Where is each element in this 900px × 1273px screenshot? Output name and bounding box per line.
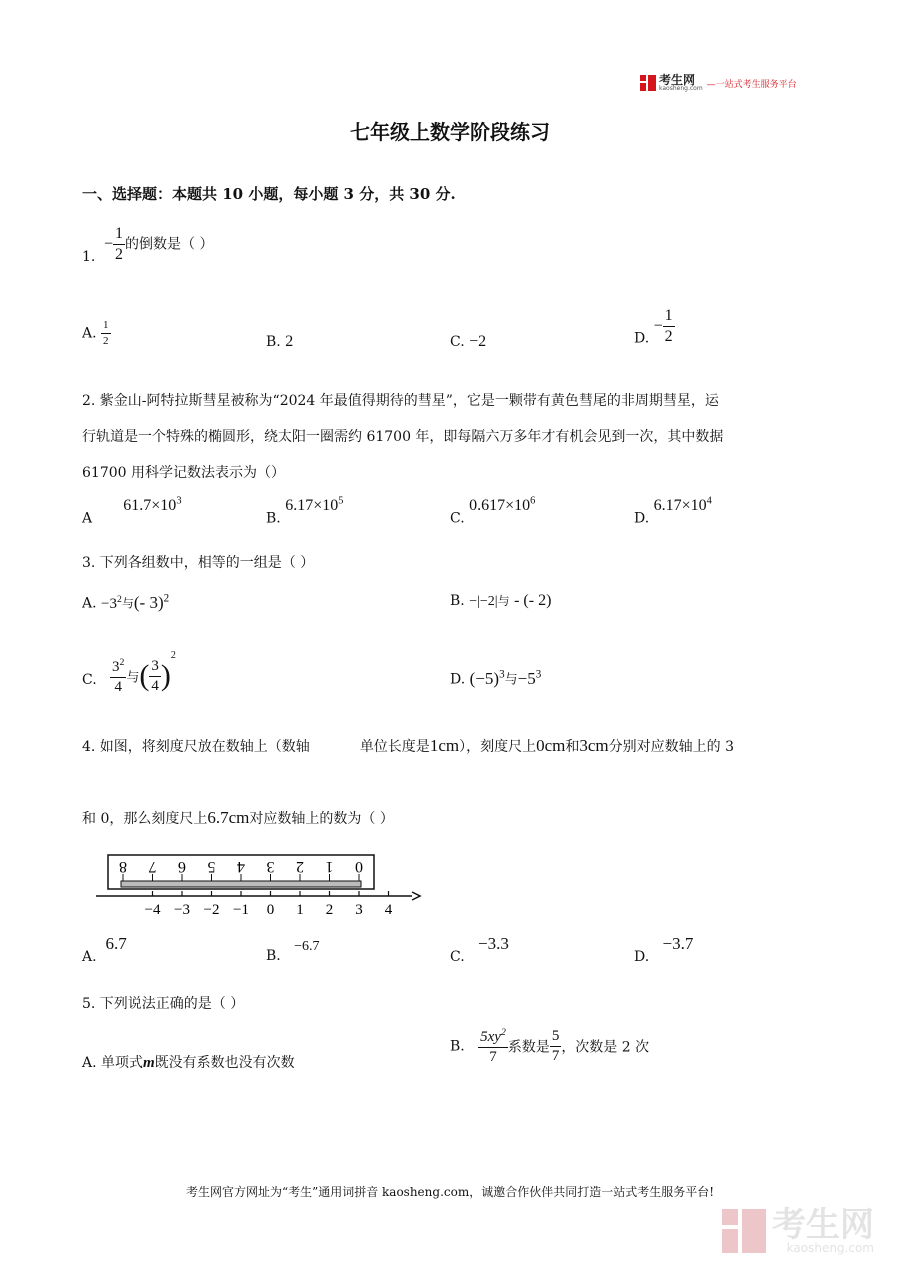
q1-option-a[interactable]: A. $\frac{1}{2}$ <box>82 319 109 347</box>
watermark-domain: kaosheng.com <box>786 1241 874 1255</box>
watermark-name: 考生网 <box>772 1205 874 1245</box>
q2-option-c[interactable]: C. $0.617\times 10^6$ <box>450 496 536 527</box>
q1-option-b[interactable]: B. 2 <box>266 333 294 350</box>
ruler-number-line-figure <box>94 850 424 920</box>
q2-option-d[interactable]: D. $6.17\times 10^4$ <box>634 496 712 527</box>
q5-stem: 5. 下列说法正确的是（ ） <box>82 996 245 1012</box>
q3-option-b[interactable]: B. −|−2|与 - (- 2) <box>450 592 552 609</box>
axis-label: −1 <box>233 902 249 918</box>
logo-name: 考生网 <box>659 73 696 87</box>
footer-note: 考生网官方网址为“考生”通用词拼音 kaosheng.com，诚邀合作伙伴共同打造一站式考生服务平台! <box>185 1185 715 1199</box>
ruler-label: 3 <box>266 858 275 875</box>
logo-domain: kaosheng.com <box>659 85 703 92</box>
kaosheng-logo-icon <box>640 75 656 91</box>
q1-option-d[interactable]: D. − $\frac{1}{2}$ <box>634 307 673 347</box>
q2-line-1: 2. 紫金山-阿特拉斯彗星被称为“2024 年最值得期待的彗星”，它是一颗带有黄色彗尾的非周期彗星，运 <box>82 393 719 409</box>
q2-line-2: 行轨道是一个特殊的椭圆形，绕太阳一圈需约 61700 年，即每隔六万多年才有机会见到一次，其中数据 <box>82 429 724 445</box>
q3-stem: 3. 下列各组数中，相等的一组是（ ） <box>82 555 315 571</box>
q2-line-3: 61700 用科学记数法表示为（） <box>82 465 285 481</box>
header-logo <box>640 74 797 92</box>
logo-slogan: —一站式考生服务平台 <box>706 79 797 90</box>
ruler-label: 4 <box>237 858 245 875</box>
axis-label: −3 <box>174 902 190 918</box>
q4-line-1: 4. 如图，将刻度尺放在数轴上（数轴 单位长度是1cm），刻度尺上0cm和3cm分别对应数轴上的 3 <box>82 736 735 755</box>
q3-option-d[interactable]: D. $(-5)^3$与$-5^3$ <box>450 668 542 688</box>
q4-option-d[interactable]: D. −3.7 <box>634 934 694 965</box>
q4-line-2: 和 0，那么刻度尺上6.7cm对应数轴上的数为（ ） <box>82 808 394 827</box>
axis-arrow-icon <box>412 892 420 900</box>
ruler-label: 8 <box>119 858 127 875</box>
watermark <box>722 1205 874 1255</box>
axis-label: 2 <box>325 902 334 918</box>
axis-label: 3 <box>355 902 363 918</box>
axis-label: −4 <box>144 902 161 918</box>
ruler-label: 7 <box>148 858 157 875</box>
q5-option-b[interactable]: B. $\frac{5xy^2}{7}$ 系数是 $\frac{5}{7}$ ，次数是 2 次 <box>450 1027 650 1065</box>
watermark-logo-icon <box>722 1209 766 1253</box>
ruler-bar <box>121 881 361 887</box>
q3-option-c[interactable]: C. $\frac{3^2}{4}$ 与( $\frac{3}{4}$ )$^2$ <box>82 650 176 695</box>
q2-option-b[interactable]: B. $6.17\times 10^5$ <box>266 496 344 527</box>
section-heading: 一、选择题：本题共 10 小题，每小题 3 分，共 30 分. <box>82 185 456 203</box>
axis-label: 4 <box>384 902 393 918</box>
q4-option-c[interactable]: C. −3.3 <box>450 934 509 965</box>
q5-option-a[interactable]: A. 单项式m既没有系数也没有次数 <box>82 1055 295 1071</box>
ruler-label: 6 <box>178 858 186 875</box>
axis-label: −2 <box>203 902 220 918</box>
q3-option-a[interactable]: A. $-3^2$与(- 3)$^2$ <box>82 592 170 612</box>
axis-label: 1 <box>296 902 304 918</box>
q1-option-c[interactable]: C. −2 <box>450 333 487 350</box>
ruler-label: 5 <box>207 858 216 875</box>
q4-option-a[interactable]: A. 6.7 <box>82 934 127 965</box>
axis-label: 0 <box>266 902 275 918</box>
ruler-label: 0 <box>355 858 363 875</box>
page-title: 七年级上数学阶段练习 <box>350 120 550 144</box>
q2-option-a[interactable]: A $61.7\times 10^3$ <box>82 496 182 527</box>
q4-option-b[interactable]: B. −6.7 <box>266 939 320 964</box>
question-1: 1.− $\frac{1}{2}$ 的倒数是（ ） <box>82 225 214 265</box>
ruler-label: 2 <box>296 858 304 875</box>
ruler-label: 1 <box>325 858 334 875</box>
